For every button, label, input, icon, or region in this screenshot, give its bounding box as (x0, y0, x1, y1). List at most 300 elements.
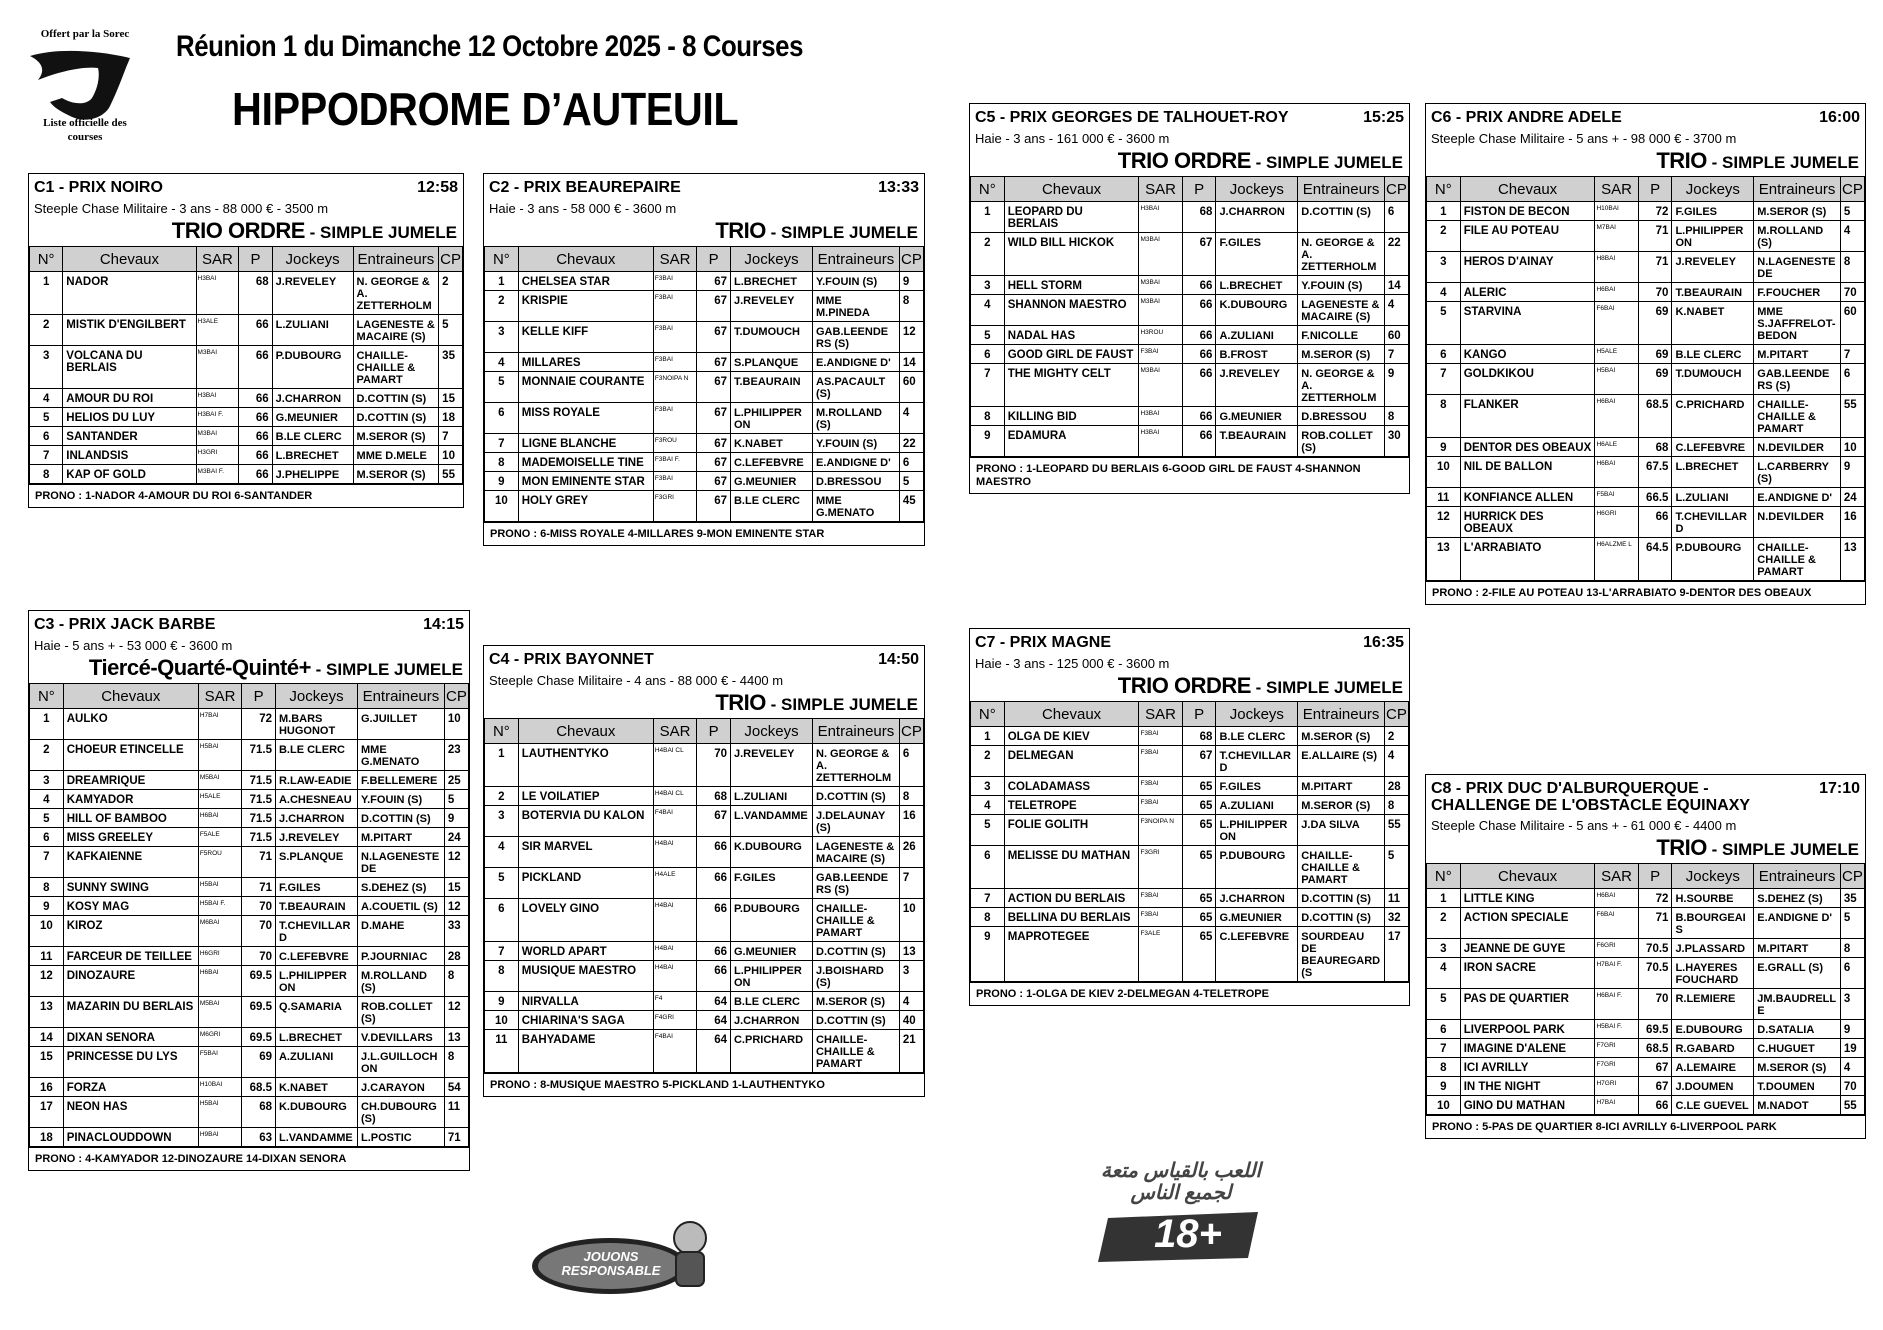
jockey-name: P.DUBOURG (1216, 846, 1298, 889)
bet-main: TRIO (715, 690, 766, 715)
horse-sar: H6BAI (1595, 889, 1638, 908)
runners-table (29, 246, 463, 484)
horse-name: CHOEUR ETINCELLE (63, 740, 198, 771)
trainer-name: J.L.GUILLOCHON (358, 1047, 445, 1078)
runner-number: 7 (971, 364, 1005, 407)
col-cp-header: CP (1840, 177, 1864, 202)
table-row (485, 403, 924, 434)
runner-cp: 18 (439, 408, 463, 427)
horse-name: KAFKAIENNE (63, 847, 198, 878)
jockey-name: C.PRICHARD (1672, 395, 1754, 438)
trainer-name: S.DEHEZ (S) (358, 878, 445, 897)
table-header-row (485, 719, 924, 744)
trainer-name: M.SEROR (S) (1298, 796, 1385, 815)
table-header-row (1427, 864, 1865, 889)
horse-name: WILD BILL HICKOK (1004, 233, 1139, 276)
jockey-name: L.ZULIANI (272, 315, 353, 346)
trainer-name: CH.DUBOURG (S) (358, 1097, 445, 1128)
horse-sar: M3BAI (1139, 295, 1182, 326)
jockey-name: J.REVELEY (275, 828, 357, 847)
runner-number: 2 (485, 787, 519, 806)
runner-cp: 8 (1384, 796, 1408, 815)
trainer-name: GAB.LEENDERS (S) (1754, 364, 1841, 395)
table-row (30, 1097, 469, 1128)
table-row (30, 315, 463, 346)
runner-number: 1 (1427, 202, 1461, 221)
table-row (30, 897, 469, 916)
trainer-name: M.SEROR (S) (353, 427, 439, 446)
jockey-name: L.PHILIPPERON (275, 966, 357, 997)
runner-number: 9 (1427, 438, 1461, 457)
trainer-name: F.BELLEMERE (358, 771, 445, 790)
runner-cp: 13 (899, 942, 923, 961)
trainer-name: CHAILLE-CHAILLE & PAMART (813, 1030, 900, 1073)
horse-name: NADOR (63, 272, 196, 315)
table-row (971, 846, 1409, 889)
horse-weight: 66 (1182, 364, 1216, 407)
horse-name: ACTION SPECIALE (1460, 908, 1595, 939)
race-title: C3 - PRIX JACK BARBE (34, 616, 216, 633)
runner-number: 7 (30, 847, 64, 878)
bet-suffix: - SIMPLE JUMELE (1706, 153, 1859, 172)
runner-cp: 23 (444, 740, 468, 771)
horse-weight: 66.5 (1638, 488, 1672, 507)
trainer-name: MME G.MENATO (813, 491, 900, 522)
runner-number: 2 (1427, 908, 1461, 939)
table-row (485, 961, 924, 992)
table-row (485, 322, 924, 353)
jockey-name: T.CHEVILLARD (1672, 507, 1754, 538)
horse-weight: 67 (697, 322, 731, 353)
runner-number: 11 (30, 947, 64, 966)
horse-weight: 68 (1182, 727, 1216, 746)
horse-weight: 65 (1182, 796, 1216, 815)
horse-sar: H6GRI (198, 947, 241, 966)
horse-sar: F3BAI F. (653, 453, 696, 472)
horse-weight: 66 (697, 868, 731, 899)
runner-cp: 60 (1384, 326, 1408, 345)
race-title: C2 - PRIX BEAUREPAIRE (489, 179, 681, 196)
runner-number: 13 (30, 997, 64, 1028)
runner-cp: 9 (444, 809, 468, 828)
table-row (971, 233, 1409, 276)
trainer-name: E.ANDIGNE D' (813, 453, 900, 472)
horse-name: AULKO (63, 709, 198, 740)
runner-number: 3 (1427, 939, 1461, 958)
horse-name: COLADAMASS (1004, 777, 1139, 796)
runner-cp: 70 (1840, 283, 1864, 302)
col-trainer-header: Entraineurs (813, 719, 900, 744)
horse-name: MON EMINENTE STAR (518, 472, 653, 491)
horse-name: THE MIGHTY CELT (1004, 364, 1139, 407)
col-num-header: N° (1427, 864, 1461, 889)
horse-weight: 66 (1638, 1096, 1672, 1115)
trainer-name: SOURDEAU DE BEAUREGARD (S (1298, 927, 1385, 982)
horse-name: HURRICK DES OBEAUX (1460, 507, 1595, 538)
horse-name: IMAGINE D'ALENE (1460, 1039, 1595, 1058)
horse-sar: H3BAI (1139, 202, 1182, 233)
jockey-name: J.CHARRON (272, 389, 353, 408)
horse-sar: F6BAI (1595, 302, 1638, 345)
horse-sar: H6BAI (1595, 283, 1638, 302)
jockey-name: G.MEUNIER (730, 472, 812, 491)
jockey-name: L.VANDAMME (730, 806, 812, 837)
horse-sar: F6BAI (1595, 908, 1638, 939)
trainer-name: LAGENESTE & MACAIRE (S) (1298, 295, 1385, 326)
horse-sar: F3BAI (1139, 345, 1182, 364)
table-row (485, 899, 924, 942)
trainer-name: LAGENESTE & MACAIRE (S) (813, 837, 900, 868)
runner-cp: 10 (1840, 438, 1864, 457)
runner-cp: 55 (1840, 1096, 1864, 1115)
horse-name: OLGA DE KIEV (1004, 727, 1139, 746)
runner-cp: 16 (1840, 507, 1864, 538)
jockey-name: L.BRECHET (1216, 276, 1298, 295)
runner-cp: 8 (899, 291, 923, 322)
runner-cp: 4 (1384, 295, 1408, 326)
race-card-c6 (1425, 103, 1866, 605)
horse-name: MONNAIE COURANTE (518, 372, 653, 403)
jockey-name: C.LE GUEVEL (1672, 1096, 1754, 1115)
race-prono: PRONO : 8-MUSIQUE MAESTRO 5-PICKLAND 1-LAUTHENTYKO (484, 1073, 924, 1096)
col-weight-header: P (1182, 702, 1216, 727)
race-prono: PRONO : 1-OLGA DE KIEV 2-DELMEGAN 4-TELETROPE (970, 982, 1409, 1005)
trainer-name: P.JOURNIAC (358, 947, 445, 966)
table-row (1427, 488, 1865, 507)
jockey-name: F.GILES (1216, 777, 1298, 796)
runner-number: 5 (1427, 989, 1461, 1020)
horse-name: CHIARINA'S SAGA (518, 1011, 653, 1030)
horse-name: GOOD GIRL DE FAUST (1004, 345, 1139, 364)
jockey-name: F.GILES (275, 878, 357, 897)
horse-sar: F6GRI (1595, 939, 1638, 958)
runner-number: 7 (30, 446, 63, 465)
table-row (30, 1047, 469, 1078)
trainer-name: E.ANDIGNE D' (1754, 908, 1841, 939)
race-header (1426, 775, 1865, 814)
runner-cp: 17 (1384, 927, 1408, 982)
horse-weight: 66 (239, 346, 272, 389)
horse-sar: M3BAI (1139, 276, 1182, 295)
runner-cp: 4 (1840, 221, 1864, 252)
table-row (485, 787, 924, 806)
race-title: C6 - PRIX ANDRE ADELE (1431, 109, 1622, 126)
runner-number: 4 (971, 295, 1005, 326)
jockey-name: B.LE CLERC (275, 740, 357, 771)
horse-weight: 70 (242, 947, 276, 966)
age-text: 18+ (1154, 1212, 1222, 1256)
horse-name: MUSIQUE MAESTRO (518, 961, 653, 992)
table-row (30, 389, 463, 408)
runner-cp: 4 (899, 992, 923, 1011)
horse-weight: 72 (1638, 202, 1672, 221)
runner-number: 8 (1427, 1058, 1461, 1077)
runner-cp: 2 (1384, 727, 1408, 746)
runner-cp: 14 (899, 353, 923, 372)
table-row (1427, 1039, 1865, 1058)
jockey-name: C.LEFEBVRE (1672, 438, 1754, 457)
horse-name: DREAMRIQUE (63, 771, 198, 790)
horse-name: KELLE KIFF (518, 322, 653, 353)
horse-weight: 67 (697, 434, 731, 453)
table-row (485, 453, 924, 472)
col-horse-header: Chevaux (1004, 177, 1139, 202)
col-weight-header: P (1182, 177, 1216, 202)
trainer-name: Y.FOUIN (S) (1298, 276, 1385, 295)
trainer-name: JM.BAUDRELLE (1754, 989, 1841, 1020)
runner-number: 3 (30, 346, 63, 389)
trainer-name: D.COTTIN (S) (813, 942, 900, 961)
trainer-name: D.COTTIN (S) (358, 809, 445, 828)
jockey-name: R.LAW-EADIE (275, 771, 357, 790)
runner-cp: 3 (1840, 989, 1864, 1020)
runner-number: 9 (485, 472, 519, 491)
horse-sar: F3GRI (1139, 846, 1182, 889)
col-horse-header: Chevaux (1460, 864, 1595, 889)
horse-sar: F3NOIPA N (653, 372, 696, 403)
jockey-name: C.LEFEBVRE (275, 947, 357, 966)
trainer-name: T.DOUMEN (1754, 1077, 1841, 1096)
horse-name: FARCEUR DE TEILLEE (63, 947, 198, 966)
trainer-name: D.COTTIN (S) (1298, 889, 1385, 908)
jockey-name: G.MEUNIER (1216, 908, 1298, 927)
horse-weight: 70.5 (1638, 939, 1672, 958)
horse-name: FISTON DE BECON (1460, 202, 1595, 221)
runner-number: 13 (1427, 538, 1461, 581)
table-row (30, 966, 469, 997)
runner-number: 6 (30, 828, 64, 847)
horse-weight: 72 (1638, 889, 1672, 908)
trainer-name: D.COTTIN (S) (813, 787, 900, 806)
runner-number: 8 (485, 961, 519, 992)
horse-weight: 66 (239, 408, 272, 427)
horse-name: MADEMOISELLE TINE (518, 453, 653, 472)
horse-weight: 71 (242, 847, 276, 878)
col-sar-header: SAR (1139, 177, 1182, 202)
trainer-name: M.PITART (358, 828, 445, 847)
jouons-text: JOUONS RESPONSABLE (561, 1249, 661, 1278)
table-row (971, 927, 1409, 982)
table-row (1427, 302, 1865, 345)
jockey-name: T.DUMOUCH (1672, 364, 1754, 395)
trainer-name: Y.FOUIN (S) (813, 434, 900, 453)
horse-weight: 67 (697, 372, 731, 403)
horse-sar: H10BAI (198, 1078, 241, 1097)
runners-table (1426, 863, 1865, 1115)
horse-sar: H7BAI F. (1595, 958, 1638, 989)
horse-weight: 68 (242, 1097, 276, 1128)
runner-cp: 8 (444, 1047, 468, 1078)
horse-name: AMOUR DU ROI (63, 389, 196, 408)
runner-cp: 10 (899, 899, 923, 942)
runner-cp: 7 (1840, 345, 1864, 364)
runner-cp: 8 (1384, 407, 1408, 426)
jockey-name: K.DUBOURG (730, 837, 812, 868)
table-row (30, 346, 463, 389)
horse-sar: H6BAI (198, 809, 241, 828)
horse-sar: H8BAI (1595, 252, 1638, 283)
runner-number: 5 (30, 408, 63, 427)
horse-name: LE VOILATIEP (518, 787, 653, 806)
table-row (30, 790, 469, 809)
table-row (485, 491, 924, 522)
horse-sar: F3BAI (1139, 727, 1182, 746)
logo-top-text: Offert par la Sorec (40, 28, 130, 40)
runners-table (484, 718, 924, 1073)
table-row (30, 465, 463, 484)
horse-name: SANTANDER (63, 427, 196, 446)
table-row (971, 815, 1409, 846)
horse-weight: 69.5 (242, 997, 276, 1028)
trainer-name: M.SEROR (S) (813, 992, 900, 1011)
table-row (1427, 1058, 1865, 1077)
jockey-name: T.BEAURAIN (730, 372, 812, 403)
race-conditions: Haie - 3 ans - 161 000 € - 3600 m (975, 131, 1170, 146)
jockey-name: C.PRICHARD (730, 1030, 812, 1073)
race-header (484, 646, 924, 669)
table-row (1427, 438, 1865, 457)
runner-number: 5 (971, 815, 1005, 846)
horse-name: HOLY GREY (518, 491, 653, 522)
table-row (971, 364, 1409, 407)
horse-sar: H6BAI (1595, 395, 1638, 438)
runner-number: 3 (1427, 252, 1461, 283)
col-trainer-header: Entraineurs (1298, 177, 1385, 202)
horse-weight: 71.5 (242, 771, 276, 790)
horse-weight: 65 (1182, 889, 1216, 908)
table-row (30, 1128, 469, 1147)
horse-weight: 66 (697, 961, 731, 992)
horse-sar: F7GRI (1595, 1058, 1638, 1077)
trainer-name: L.CARBERRY (S) (1754, 457, 1841, 488)
col-jockey-header: Jockeys (730, 719, 812, 744)
col-horse-header: Chevaux (1460, 177, 1595, 202)
race-prono: PRONO : 6-MISS ROYALE 4-MILLARES 9-MON EMINENTE STAR (484, 522, 924, 545)
race-title: C4 - PRIX BAYONNET (489, 651, 654, 668)
horse-name: KANGO (1460, 345, 1595, 364)
runner-number: 2 (971, 746, 1005, 777)
horse-weight: 68 (697, 787, 731, 806)
horse-name: IN THE NIGHT (1460, 1077, 1595, 1096)
horse-name: HELIOS DU LUY (63, 408, 196, 427)
trainer-name: E.ANDIGNE D' (813, 353, 900, 372)
horse-name: DINOZAURE (63, 966, 198, 997)
horse-sar: F3BAI (1139, 777, 1182, 796)
horse-weight: 66 (1638, 507, 1672, 538)
horse-sar: F3BAI (653, 272, 696, 291)
horse-name: BOTERVIA DU KALON (518, 806, 653, 837)
horse-sar: H7BAI (198, 709, 241, 740)
trainer-name: F.FOUCHER (1754, 283, 1841, 302)
runner-number: 6 (1427, 1020, 1461, 1039)
table-header-row (485, 247, 924, 272)
runner-cp: 7 (1384, 345, 1408, 364)
col-num-header: N° (1427, 177, 1461, 202)
race-prono: PRONO : 1-LEOPARD DU BERLAIS 6-GOOD GIRL DE FAUST 4-SHANNON MAESTRO (970, 457, 1409, 493)
race-conditions: Steeple Chase Militaire - 3 ans - 88 000 € - 3500 m (34, 201, 329, 216)
horse-name: L'ARRABIATO (1460, 538, 1595, 581)
horse-weight: 66 (239, 465, 272, 484)
horse-weight: 64.5 (1638, 538, 1672, 581)
horse-weight: 67 (697, 291, 731, 322)
horse-weight: 66 (1182, 345, 1216, 364)
runner-cp: 22 (899, 434, 923, 453)
jockey-name: J.CHARRON (1216, 202, 1298, 233)
runner-cp: 70 (1840, 1077, 1864, 1096)
runner-number: 5 (1427, 302, 1461, 345)
table-row (485, 992, 924, 1011)
runner-number: 7 (1427, 364, 1461, 395)
horse-sar: M3BAI F. (196, 465, 239, 484)
horse-sar: H3BAI (1139, 426, 1182, 457)
col-weight-header: P (242, 684, 276, 709)
race-conditions: Haie - 3 ans - 58 000 € - 3600 m (489, 201, 677, 216)
horse-sar: H3GRI (196, 446, 239, 465)
runner-cp: 21 (899, 1030, 923, 1073)
runner-number: 12 (1427, 507, 1461, 538)
horse-weight: 70 (1638, 989, 1672, 1020)
horse-sar: H5BAI (198, 740, 241, 771)
runner-number: 7 (971, 889, 1005, 908)
jockey-name: G.MEUNIER (1216, 407, 1298, 426)
col-cp-header: CP (1384, 702, 1408, 727)
bet-types (29, 653, 469, 683)
runner-number: 10 (1427, 457, 1461, 488)
horse-weight: 67 (697, 403, 731, 434)
col-jockey-header: Jockeys (1216, 702, 1298, 727)
col-cp-header: CP (439, 247, 463, 272)
runner-number: 2 (1427, 221, 1461, 252)
horse-sar: H6BAI F. (1595, 989, 1638, 1020)
horse-name: MELISSE DU MATHAN (1004, 846, 1139, 889)
race-time: 13:33 (878, 179, 919, 196)
runner-number: 5 (485, 868, 519, 899)
jockey-name: P.DUBOURG (272, 346, 353, 389)
col-sar-header: SAR (196, 247, 239, 272)
jockey-name: J.REVELEY (1216, 364, 1298, 407)
col-trainer-header: Entraineurs (353, 247, 439, 272)
jockey-name: H.SOURBE (1672, 889, 1754, 908)
jockey-name: J.CHARRON (730, 1011, 812, 1030)
col-num-header: N° (971, 702, 1005, 727)
horse-sar: F7GRI (1595, 1039, 1638, 1058)
horse-weight: 65 (1182, 846, 1216, 889)
horse-weight: 63 (242, 1128, 276, 1147)
table-row (971, 727, 1409, 746)
arabic-slogan: اللعب بالقياس متعة لجميع الناس (1100, 1160, 1262, 1204)
jouons-responsable-badge (520, 1208, 740, 1298)
horse-weight: 66 (239, 389, 272, 408)
horse-name: FOLIE GOLITH (1004, 815, 1139, 846)
horse-weight: 67 (697, 272, 731, 291)
race-time: 16:00 (1819, 109, 1860, 126)
jockey-name: T.BEAURAIN (1672, 283, 1754, 302)
trainer-name: E.ALLAIRE (S) (1298, 746, 1385, 777)
trainer-name: M.SEROR (S) (1298, 727, 1385, 746)
col-cp-header: CP (899, 719, 923, 744)
bet-types (1426, 833, 1865, 863)
table-row (1427, 989, 1865, 1020)
jockey-name: E.DUBOURG (1672, 1020, 1754, 1039)
horse-sar: H4BAI (653, 961, 696, 992)
horse-weight: 66 (697, 942, 731, 961)
trainer-name: J.BOISHARD (S) (813, 961, 900, 992)
race-header (29, 174, 463, 197)
race-card-c2 (483, 173, 925, 546)
horse-sar: H4BAI CL (653, 744, 696, 787)
jockey-name: J.REVELEY (730, 744, 812, 787)
jockey-name: B.FROST (1216, 345, 1298, 364)
